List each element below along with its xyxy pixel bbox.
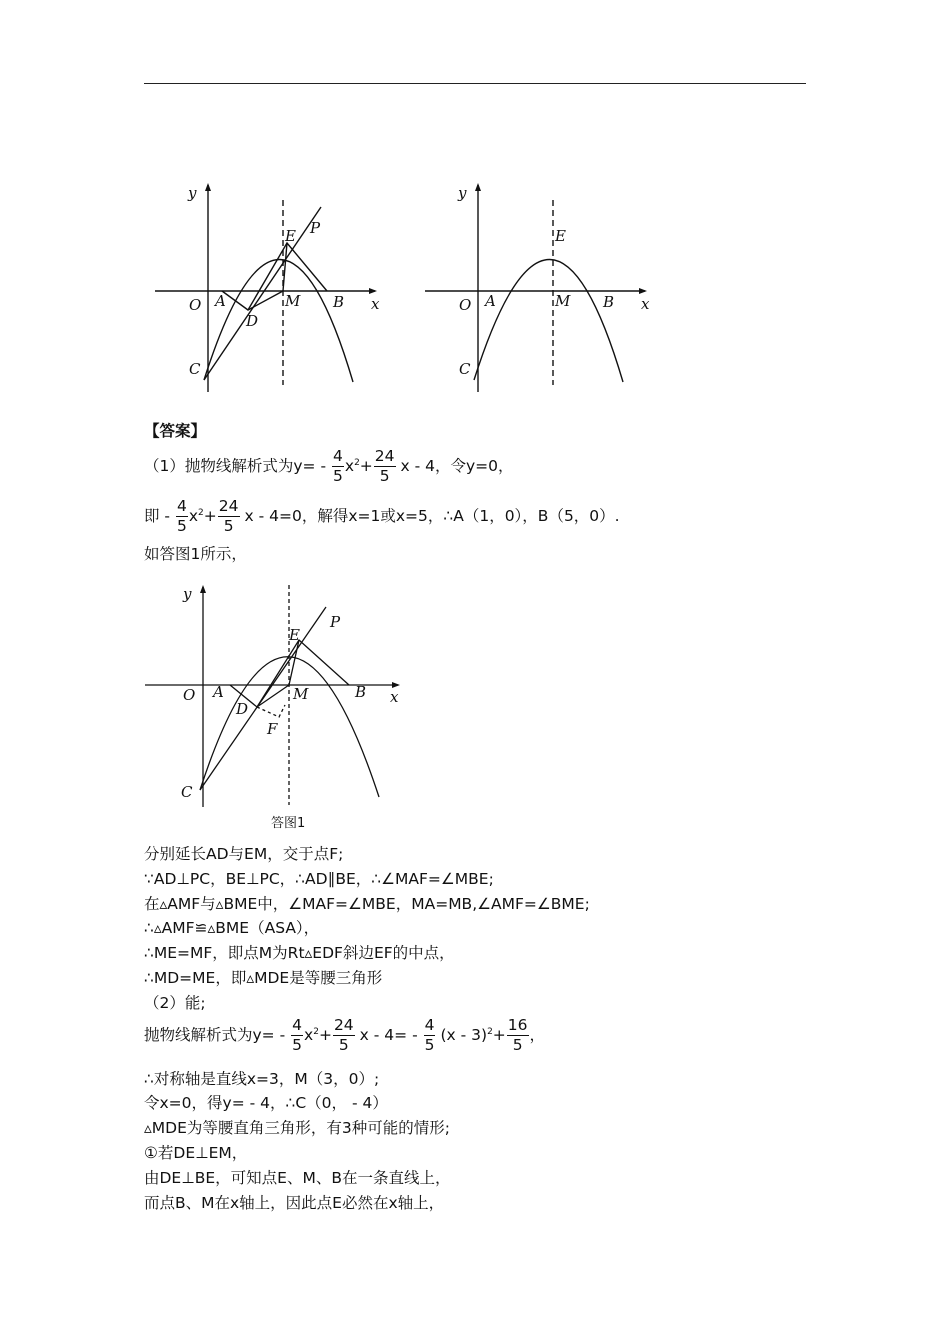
answer-line-5: ∵AD⊥PC，BE⊥PC，∴AD∥BE，∴∠MAF=∠MBE; [144,870,494,888]
fig3-label-y: y [183,585,192,603]
fraction: $\frac{24}{5}$ [218,497,239,535]
fig2-label-x: x [641,295,650,313]
answer-line-16: 由DE⊥BE，可知点E、M、B在一条直线上， [144,1169,451,1187]
fig1-label-m: M [285,292,301,310]
fig1-label-x: x [371,295,380,313]
fraction: $\frac{4}{5}$ [424,1016,435,1054]
answer-heading: 【答案】 [144,422,207,440]
answer-line-12: ∴对称轴是直线x=3，M（3，0）; [144,1070,380,1088]
fraction: $\frac{16}{5}$ [507,1016,528,1054]
answer-line-6: 在▵AMF与▵BME中，∠MAF=∠MBE，MA=MB,∠AMF=∠BME; [144,895,590,913]
fraction: $\frac{24}{5}$ [374,447,395,485]
answer-line-4: 分别延长AD与EM，交于点F; [144,845,344,863]
fig1-label-d: D [246,312,259,330]
fig3-dashed-f [257,705,285,717]
fig3-label-p: P [330,613,341,631]
answer-line-8: ∴ME=MF，即点M为Rt▵EDF斜边EF的中点， [144,944,455,962]
answer-line-15: ①若DE⊥EM， [144,1144,248,1162]
fig3-label-c: C [181,783,193,801]
fig1-label-c: C [189,360,201,378]
fig1-label-a: A [215,292,226,310]
fig2-parabola [474,259,623,382]
answer-line-14: ▵MDE为等腰直角三角形，有3种可能的情形; [144,1119,450,1137]
fig2-label-y: y [458,184,467,202]
fig3-label-a: A [213,683,224,701]
fraction: $\frac{4}{5}$ [176,497,187,535]
fig2-label-e: E [555,227,566,245]
fig1-label-e: E [285,227,296,245]
answer-line-1: （1）抛物线解析式为y= - $\frac{4}{5}$ $x^2+$ $\frac{24}{5}$ x - 4，令y=0， [144,447,514,485]
fig1-parabola [204,259,353,382]
fig1-label-b: B [333,293,345,311]
answer-line-17: 而点B、M在x轴上，因此点E必然在x轴上， [144,1194,445,1212]
fraction: $\frac{4}{5}$ [292,1016,303,1054]
fig2-label-m: M [555,292,571,310]
fig3-label-o: O [183,686,196,704]
fraction: $\frac{24}{5}$ [333,1016,354,1054]
fig1-seg-adm [222,291,283,310]
fig3-label-b: B [355,683,367,701]
figure-2 [415,180,655,400]
fig2-label-a: A [485,292,496,310]
answer-line-9: ∴MD=ME，即▵MDE是等腰三角形 [144,969,383,987]
answer-line-3: 如答图1所示， [144,545,247,563]
fig3-caption: 答图1 [271,816,306,831]
answer-line-7: ∴▵AMF≌▵BME（ASA）， [144,919,320,937]
fig1-label-p: P [310,219,321,237]
answer-line-2: 即 - $\frac{4}{5}$ $x^2+$ $\frac{24}{5}$ x - 4=0，解得x=1或x=5，∴A（1，0），B（5，0）. [144,497,620,535]
answer-line-10: （2）能; [144,994,206,1012]
fig2-label-o: O [459,296,472,314]
answer-line-13: 令x=0，得y= - 4，∴C（0， - 4） [144,1094,388,1112]
fig3-label-f: F [267,720,278,738]
fig1-label-o: O [189,296,202,314]
fig3-label-m: M [293,685,309,703]
fraction: $\frac{4}{5}$ [333,447,343,485]
fig2-label-b: B [603,293,615,311]
fig2-label-c: C [459,360,471,378]
fig3-seg-em [289,640,299,685]
answer-line-11: 抛物线解析式为y= - $\frac{4}{5}$ $x^2+$ $\frac{24}{5}$ x - 4= - $\frac{4}{5}$ (x - 3)$^2$+ $\frac{16}{5}$ ， [144,1016,546,1054]
fig3-label-d: D [236,700,249,718]
figure-3 [143,575,413,835]
fig1-label-y: y [188,184,197,202]
fig3-label-e: E [289,626,300,644]
header-rule [144,83,806,84]
figure-1 [145,180,385,400]
fig3-label-x: x [390,688,399,706]
